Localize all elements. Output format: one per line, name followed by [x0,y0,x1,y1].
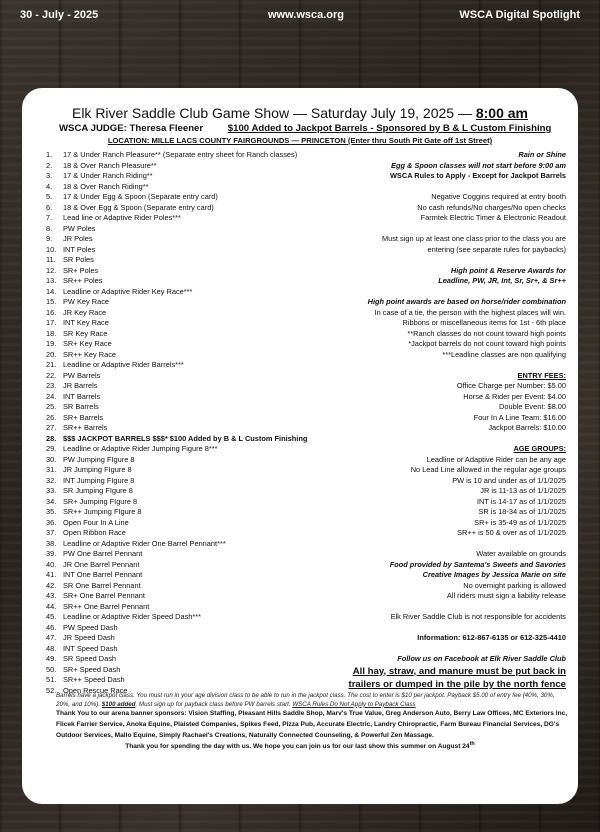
class-name: PW Key Race [63,297,110,306]
class-item [46,612,346,623]
class-item [46,570,346,581]
class-name: SR One Barrel Pennant [63,580,141,590]
info-highpoint-2: Leadline, PW, JR, Int, Sr, Sr+, & Sr++ [438,276,566,285]
class-name: INT Speed Dash [63,643,118,653]
info-highpoint-1: High point & Reserve Awards for [450,265,566,275]
class-name: $$$ JACKPOT BARRELS $$$* $100 Added by B & L Custom Finishing [63,433,308,443]
info-spacer [306,224,566,235]
event-start-time: 8:00 am [475,105,529,121]
class-item [46,444,346,455]
class-number: 42. [46,580,57,590]
info-food: Food provided by Santema's Sweets and Savories [389,559,566,569]
info-spacer [306,623,566,634]
class-number: 10. [46,244,57,254]
class-item [46,633,346,644]
class-item [46,507,346,518]
class-item [46,287,346,298]
class-number: 4. [46,181,53,191]
class-name: Open Ribbon Race [63,528,126,537]
info-spacer [306,182,566,193]
info-hay-2: trailers or dumped in the pile by the north fence [348,678,566,690]
class-number: 11. [46,255,56,264]
class-name: SR++ Speed Dash [63,675,125,684]
class-item [46,150,346,161]
info-ranch-note: **Ranch classes do not count toward high points [407,328,566,338]
class-name: SR++ Poles [63,276,103,285]
class-number: 16. [46,307,57,317]
class-item [46,665,346,676]
info-signup-1: Must sign up at least one class prior to the class you are [381,234,566,243]
class-number: 13. [46,276,57,285]
class-number: 45. [46,612,57,621]
class-item [46,581,346,592]
class-item [46,675,346,686]
info-refunds: No cash refunds/No charges/No open checks [417,202,566,212]
class-item [46,528,346,539]
class-number: 29. [46,444,57,453]
payback-footnote [56,692,566,709]
event-info [306,150,566,691]
class-number: 12. [46,265,57,275]
class-number: 52. [46,685,57,695]
class-number: 18. [46,328,57,338]
judge-line [59,123,551,134]
class-number: 21. [46,360,57,369]
class-item [46,497,346,508]
age-int: INT is 14-17 as of 1/1/2025 [476,496,566,506]
top-bar [0,0,600,30]
issue-date: 30 - July - 2025 [20,9,99,21]
class-number: 44. [46,601,57,611]
info-jackpot-note: *Jackpot barrels do not count toward high points [408,339,566,348]
class-name: INT Barrels [63,391,101,401]
class-name: 18 & Over Ranch Riding** [63,181,149,191]
class-number: 28. [46,433,57,443]
class-item [46,308,346,319]
age-leadline: Leadline or Adaptive Rider can be any age [426,454,566,464]
class-name: SR+ Poles [63,265,99,275]
class-name: PW Speed Dash [63,622,118,632]
class-name: SR Key Race [63,328,108,338]
info-coggins: Negative Coggins required at entry booth [431,192,566,201]
class-name: PW Jumping FIgure 8 [63,454,135,464]
class-name: Leadline or Adaptive Rider One Barrel Pennant*** [63,538,226,548]
class-number: 41. [46,570,57,579]
class-item [46,224,346,235]
info-contact: Information: 612-867-6135 or 612-325-4410 [417,633,566,642]
class-number: 26. [46,412,57,422]
jackpot-sponsor: $100 Added to Jackpot Barrels - Sponsored by B & L Custom Finishing [227,123,552,134]
class-item [46,171,346,182]
class-item [46,465,346,476]
info-timer: Farmtek Electric Timer & Electronic Readout [420,213,566,222]
info-spacer [306,360,566,371]
class-name: INT Poles [63,244,96,254]
class-name: SR+ Speed Dash [63,664,121,674]
sponsor-list: Thank You to our arena banner sponsors: Vision Staffing, Pleasant Hills Saddle Shop, Marv's True Value, Greg Anderson Auto, Berry Law Offices, MC Exteriors Inc, Flicek Farrier Service, Anoka Equine, Plaisted Companies, Spikes Feed, Pizza Pub, Accurate Electric, Landry Chiropractic, Farm Bureau Financial Services, DG's Outdoor Services, Mallo Equine, Simply Rachael's Creations, Naturally Connected Counseling, & Powerful Zen Massage. [56,710,568,739]
info-water: Water available on grounds [476,549,566,558]
class-number: 33. [46,486,57,495]
class-item [46,654,346,665]
class-number: 14. [46,286,57,296]
class-number: 43. [46,591,57,600]
class-item [46,339,346,350]
age-sr-plus-plus: SR++ is 50 & over as of 1/1/2025 [457,528,566,537]
ages-title: AGE GROUPS: [513,444,566,453]
class-item [46,360,346,371]
age-pw: PW is 10 and under as of 1/1/2025 [452,475,566,485]
info-tie: In case of a tie, the person with the highest places will win. [374,307,566,317]
info-waiver: All riders must sign a liability release [446,591,566,600]
info-rain: Rain or Shine [518,150,566,159]
class-number: 22. [46,370,57,380]
class-number: 50. [46,664,57,674]
class-number: 35. [46,507,57,516]
class-item [46,560,346,571]
class-item [46,413,346,424]
class-item [46,192,346,203]
class-item [46,434,346,445]
class-name: SR Barrels [63,402,99,411]
class-item [46,318,346,329]
class-number: 9. [46,234,53,243]
class-item [46,518,346,529]
judge-name: WSCA JUDGE: Theresa Fleener [59,123,204,134]
class-number: 31. [46,465,57,474]
info-highpoint-basis: High point awards are based on horse/rider combination [367,297,566,306]
class-name: SR+ Jumping FIgure 8 [63,496,138,506]
class-item [46,255,346,266]
class-number: 38. [46,538,57,548]
class-item [46,591,346,602]
info-parking: No overnight parking is allowed [463,580,566,590]
class-number: 36. [46,517,57,527]
class-name: JR Speed Dash [63,633,115,642]
event-title-text: Elk River Saddle Club Game Show — Saturday July 19, 2025 — [71,105,472,121]
payback-text-a: Barrels have a jackpot class. You must run in your age division class to be able to run in the jackpot class. The cost to enter is $10 per jackpot. Payback $5.00 of entry fee (40%, 30%, 20%, and 10%). [56,692,555,708]
class-number: 25. [46,402,57,411]
payback-text-b: . Must sign up for payback class before PW barrels start. [135,700,291,708]
class-name: PW Poles [63,223,96,233]
class-item [46,602,346,613]
class-name: Leadline or Adaptive Rider Speed Dash*** [63,612,202,621]
fee-jackpot: Jackpot Barrels: $10.00 [488,423,566,432]
class-number: 3. [46,171,53,180]
class-name: 17 & Under Ranch Riding** [63,171,153,180]
info-spacer [306,539,566,550]
info-leadline-note: ***Leadline classes are non qualifying [442,349,566,359]
class-number: 19. [46,339,57,348]
class-item [46,213,346,224]
info-rules: WSCA Rules to Apply - Except for Jackpot Barrels [389,171,566,180]
class-number: 40. [46,559,57,569]
thank-you-text: Thank you for spending the day with us. We hope you can join us for our last show this summer on August 24 [125,743,470,751]
info-images: Creative Images by Jessica Marie on site [422,570,566,579]
class-item [46,549,346,560]
class-item [46,392,346,403]
publication-name: WSCA Digital Spotlight [459,9,580,21]
class-number: 30. [46,454,57,464]
fees-title: ENTRY FEES: [517,370,566,380]
fee-double: Double Event: $8.00 [499,402,566,411]
class-item [46,623,346,634]
class-item [46,297,346,308]
class-name: 17 & Under Egg & Spoon (Separate entry card) [63,192,218,201]
class-item [46,329,346,340]
class-number: 46. [46,622,57,632]
class-number: 5. [46,192,53,201]
age-sr-plus: SR+ is 35-49 as of 1/1/2025 [474,517,566,527]
info-spacer [306,434,566,445]
class-item [46,644,346,655]
fee-horse-rider: Horse & Rider per Event: $4.00 [463,391,566,401]
class-item [46,266,346,277]
info-spacer [306,602,566,613]
class-name: SR Jumping FIgure 8 [63,486,133,495]
class-name: JR Barrels [63,381,98,390]
class-number: 8. [46,223,53,233]
class-number: 48. [46,643,57,653]
class-item [46,161,346,172]
info-signup-2: entering (see separate rules for paybacks) [427,244,566,254]
payback-added: $100 added [101,700,136,708]
class-name: 18 & Over Egg & Spoon (Separate entry card) [63,202,214,212]
class-name: SR Poles [63,255,94,264]
class-number: 49. [46,654,57,663]
class-number: 37. [46,528,57,537]
class-item [46,381,346,392]
payback-rules: WSCA Rules Do Not Apply to Payback Class [292,700,416,708]
class-name: Leadline or Adaptive Rider Key Race*** [63,286,193,296]
class-name: Open Four In A Line [63,517,129,527]
class-name: JR One Barrel Pennant [63,559,140,569]
class-item [46,402,346,413]
class-name: SR+ Key Race [63,339,112,348]
class-item [46,182,346,193]
site-url[interactable]: www.wsca.org [268,9,345,21]
class-item [46,203,346,214]
class-item [46,539,346,550]
info-spacer [306,255,566,266]
info-egg-note: Egg & Spoon classes will not start before 9:00 am [391,160,566,170]
info-liability: Elk River Saddle Club is not responsible for accidents [390,612,566,621]
class-name: SR Speed Dash [63,654,116,663]
event-title [22,105,578,121]
info-facebook: Follow us on Facebook at Elk River Saddle Club [397,654,566,663]
class-item [46,276,346,287]
class-number: 32. [46,475,57,485]
class-name: JR Poles [63,234,93,243]
class-name: SR+ Barrels [63,412,104,422]
info-spacer [306,287,566,298]
class-name: SR++ Jumping FIgure 8 [63,507,142,516]
class-number: 27. [46,423,57,432]
fee-four-in-line: Four In A Line Team: $16.00 [473,412,566,422]
class-name: 18 & Over Ranch Pleasure** [63,160,157,170]
info-hay-1: All hay, straw, and manure must be put back in [352,665,566,677]
class-name: SR+ One Barrel Pennant [63,591,145,600]
class-number: 51. [46,675,57,684]
class-name: SR++ Barrels [63,423,108,432]
class-name: INT Jumping FIgure 8 [63,475,135,485]
class-name: SR++ Key Race [63,349,116,359]
class-number: 2. [46,160,53,170]
class-item [46,350,346,361]
class-name: INT One Barrel Pennant [63,570,143,579]
class-name: SR++ One Barrel Pennant [63,601,150,611]
class-name: PW Barrels [63,370,101,380]
event-flyer [22,88,578,804]
class-item [46,234,346,245]
fee-office: Office Charge per Number: $5.00 [456,381,566,390]
thank-you-note [22,741,578,750]
age-jr: JR is 11-13 as of 1/1/2025 [480,486,566,495]
class-item [46,455,346,466]
class-name: Open Rescue Race [63,685,128,695]
class-number: 47. [46,633,57,642]
class-item [46,476,346,487]
event-location: LOCATION: MILLE LACS COUNTY FAIRGROUNDS — PRINCETON (Enter thru South Pit Gate off 1st Street) [107,136,493,145]
class-item [46,423,346,434]
class-name: PW One Barrel Pennant [63,549,143,558]
age-no-leadline: No Lead Line allowed in the regular age groups [410,465,566,474]
class-number: 6. [46,202,53,212]
class-name: Lead line or Adaptive Rider Poles*** [63,213,181,222]
class-number: 17. [46,318,57,327]
info-ribbons: Ribbons or miscellaneous items for 1st - 6th place [402,318,566,327]
thank-you-sup: th [469,741,475,747]
class-item [46,371,346,382]
class-number: 23. [46,381,57,390]
class-number: 1. [46,150,53,159]
class-number: 24. [46,391,57,401]
class-item [46,486,346,497]
class-number: 39. [46,549,57,558]
class-name: JR Key Race [63,307,107,317]
class-name: Leadline or Adaptive Rider Jumping Figure 8*** [63,444,218,453]
info-spacer [306,644,566,655]
age-sr: SR is 18-34 as of 1/1/2025 [478,507,566,516]
class-name: INT Key Race [63,318,109,327]
class-name: Leadline or Adaptive Rider Barrels*** [63,360,184,369]
class-number: 15. [46,297,57,306]
class-number: 20. [46,349,57,359]
class-number: 7. [46,213,53,222]
class-name: JR Jumping FIgure 8 [63,465,132,474]
class-item [46,245,346,256]
class-number: 34. [46,496,57,506]
class-name: 17 & Under Ranch Pleasure** (Separate entry sheet for Ranch classes) [63,150,298,159]
class-list [46,150,346,696]
